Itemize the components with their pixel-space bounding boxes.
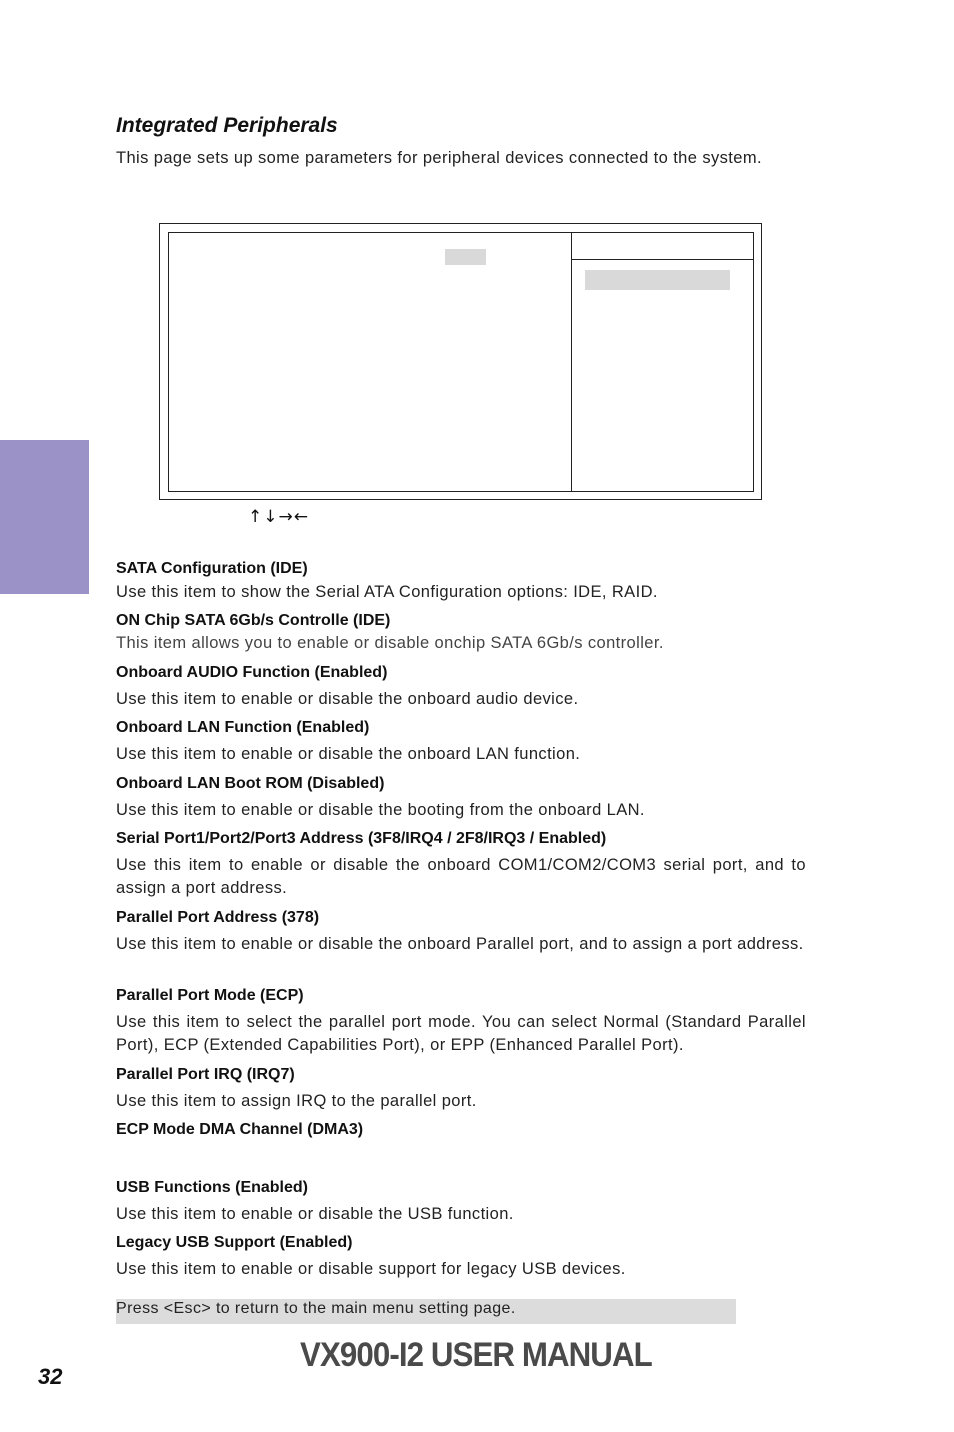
item-description: Use this item to enable or disable the onboard Parallel port, and to assign a port address.	[116, 935, 804, 953]
section-intro: This page sets up some parameters for peripheral devices connected to the system.	[116, 149, 762, 167]
bios-help-divider	[572, 259, 753, 260]
esc-note	[116, 1299, 736, 1324]
item-parallel-port-address	[116, 908, 806, 956]
item-title: Onboard LAN Function (Enabled)	[116, 719, 370, 736]
item-onchip-sata	[116, 611, 806, 655]
bios-main-panel	[168, 232, 572, 492]
item-legacy-usb	[116, 1233, 806, 1281]
item-title: Parallel Port Mode (ECP)	[116, 987, 304, 1004]
page-number: 32	[38, 1364, 63, 1389]
item-title: Serial Port1/Port2/Port3 Address (3F8/IRQ4 / 2F8/IRQ3 / Enabled)	[116, 830, 607, 847]
item-usb-functions	[116, 1178, 806, 1226]
item-parallel-port-mode	[116, 986, 806, 1057]
item-sata-configuration	[116, 559, 806, 604]
item-description: Use this item to enable or disable the booting from the onboard LAN.	[116, 801, 645, 819]
item-description: Use this item to enable or disable the onboard LAN function.	[116, 745, 581, 763]
item-title: Onboard AUDIO Function (Enabled)	[116, 664, 388, 681]
section-title: Integrated Peripherals	[116, 114, 338, 137]
item-description: Use this item to assign IRQ to the parallel port.	[116, 1092, 477, 1110]
item-title: Onboard LAN Boot ROM (Disabled)	[116, 775, 385, 792]
item-description: Use this item to select the parallel port mode. You can select Normal (Standard Parallel Port), ECP (Extended Capabilities Port), or EPP (Enhanced Parallel Port).	[116, 1013, 806, 1054]
item-description: Use this item to show the Serial ATA Configuration options: IDE, RAID.	[116, 583, 658, 601]
chapter-side-tab	[0, 440, 89, 594]
item-description: Use this item to enable or disable support for legacy USB devices.	[116, 1260, 626, 1278]
item-serial-ports	[116, 829, 806, 900]
navigation-arrow-keys: ↑↓→←	[248, 507, 309, 527]
item-onboard-audio	[116, 663, 806, 711]
item-description: This item allows you to enable or disable onchip SATA 6Gb/s controller.	[116, 634, 664, 652]
item-description: Use this item to enable or disable the USB function.	[116, 1205, 514, 1223]
item-description: Use this item to enable or disable the onboard audio device.	[116, 690, 579, 708]
esc-note-text: Press <Esc> to return to the main menu setting page.	[116, 1300, 516, 1317]
item-lan-boot-rom	[116, 774, 806, 822]
manual-title: VX900-I2 USER MANUAL	[300, 1336, 652, 1374]
item-title: Legacy USB Support (Enabled)	[116, 1234, 353, 1251]
item-title: SATA Configuration (IDE)	[116, 560, 308, 577]
item-title: USB Functions (Enabled)	[116, 1179, 308, 1196]
item-title: Parallel Port IRQ (IRQ7)	[116, 1066, 295, 1083]
bios-help-highlight	[585, 270, 730, 290]
item-ecp-dma-channel	[116, 1120, 806, 1140]
item-onboard-lan	[116, 718, 806, 766]
bios-selected-value	[445, 249, 486, 265]
item-title: ECP Mode DMA Channel (DMA3)	[116, 1121, 364, 1138]
bios-screenshot	[159, 223, 762, 500]
item-description: Use this item to enable or disable the onboard COM1/COM2/COM3 serial port, and to assign a port address.	[116, 856, 806, 897]
item-title: Parallel Port Address (378)	[116, 909, 320, 926]
bios-help-panel	[571, 232, 754, 492]
item-title: ON Chip SATA 6Gb/s Controlle (IDE)	[116, 612, 391, 629]
item-parallel-port-irq	[116, 1065, 806, 1113]
